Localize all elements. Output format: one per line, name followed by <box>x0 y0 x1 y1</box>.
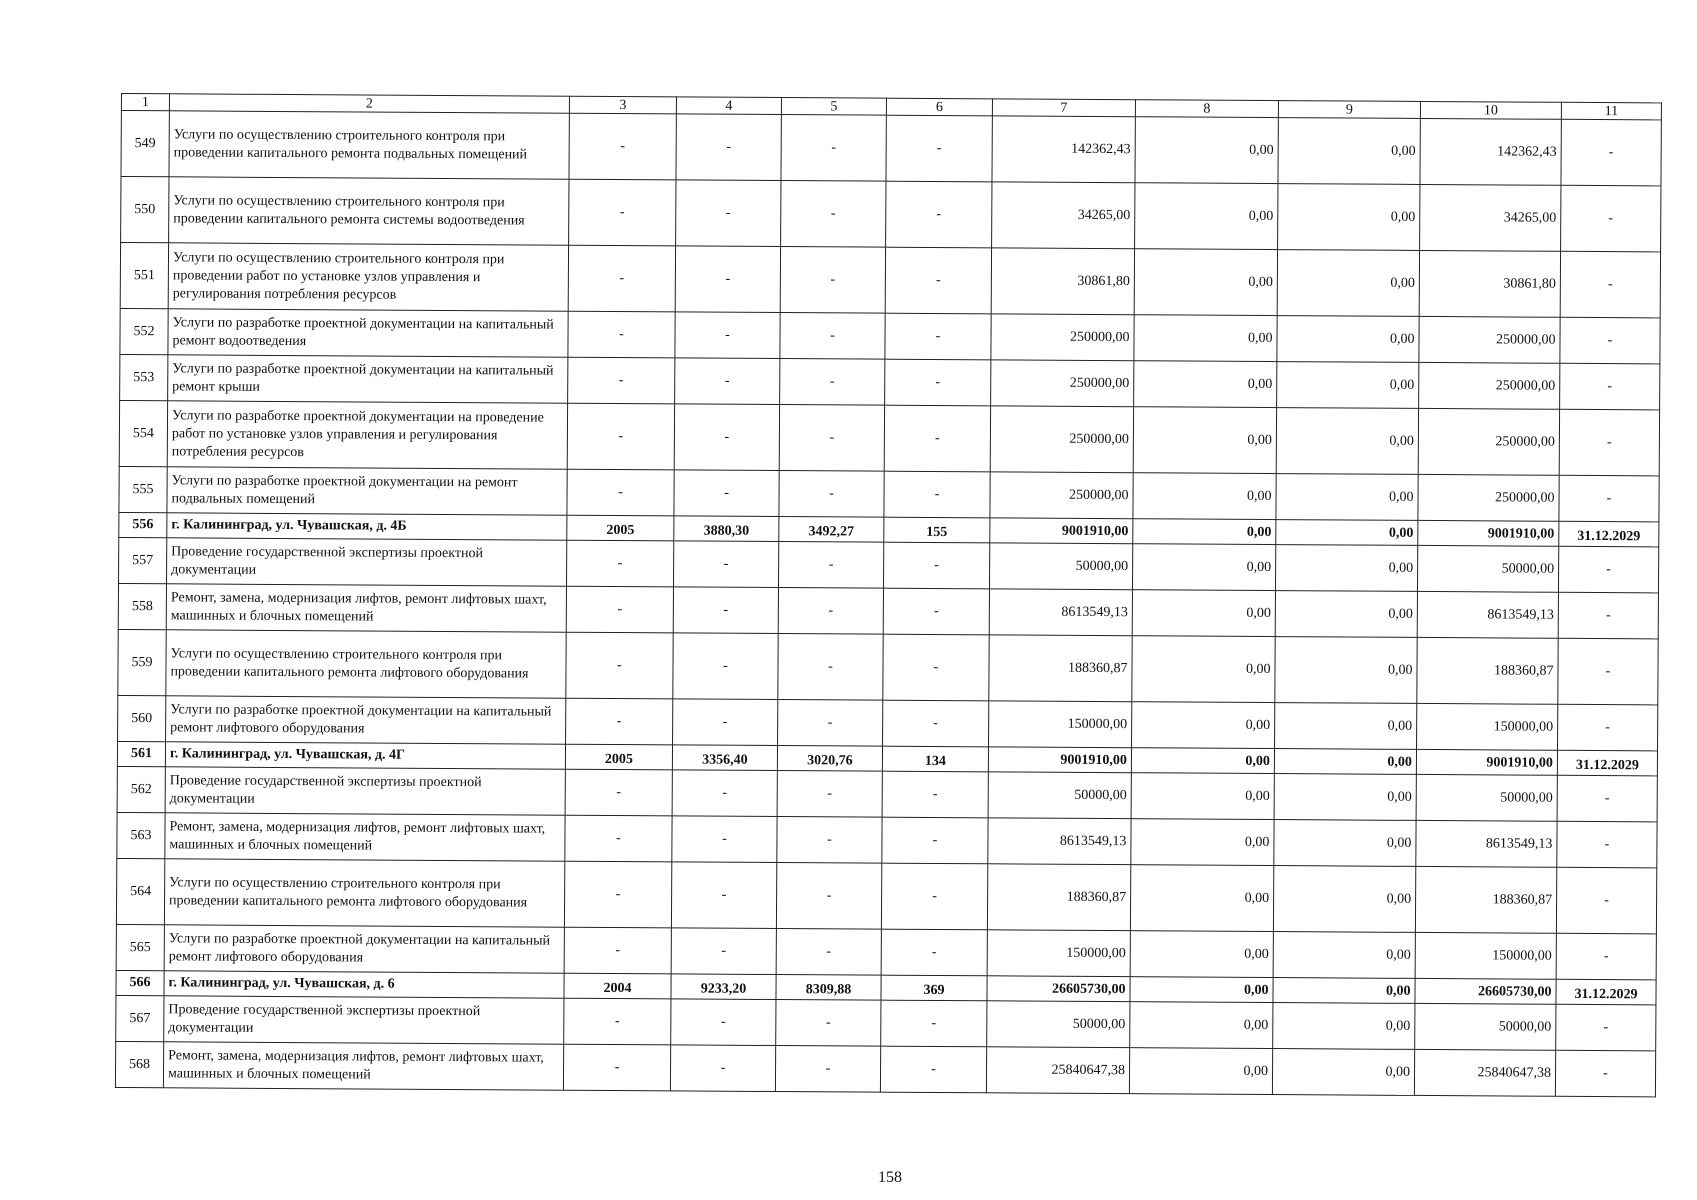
cost-total-cell: 50000,00 <box>987 1001 1130 1048</box>
cost-col8-cell: 0,00 <box>1132 636 1275 703</box>
cost-col8-cell: 0,00 <box>1129 1048 1272 1095</box>
row-number-cell: 568 <box>115 1041 163 1087</box>
residents-cell: - <box>882 817 988 864</box>
residents-cell: - <box>885 359 991 406</box>
cost-col8-cell: 0,00 <box>1134 249 1277 316</box>
row-number-cell: 563 <box>117 812 165 858</box>
cost-col10-cell: 34265,00 <box>1420 184 1561 251</box>
deadline-cell: 31.12.2029 <box>1559 521 1659 547</box>
residents-cell: - <box>885 313 991 360</box>
row-number-cell: 564 <box>116 858 164 924</box>
column-header: 6 <box>886 98 992 116</box>
residents-cell: - <box>881 863 987 930</box>
item-name-cell: Услуги по осуществлению строительного контроля при проведении капитального ремонта лифтового оборудования <box>166 630 566 698</box>
cost-col10-cell: 8613549,13 <box>1417 591 1558 638</box>
cost-total-cell: 9001910,00 <box>988 747 1131 773</box>
column-header: 10 <box>1420 101 1561 119</box>
cost-col9-cell: 0,00 <box>1275 591 1417 638</box>
living-area-cell: - <box>781 181 886 248</box>
item-name-cell: Ремонт, замена, модернизация лифтов, ремонт лифтовых шахт, машинных и блочных помещений <box>165 813 565 861</box>
living-area-cell: - <box>776 929 881 976</box>
item-name-cell: Проведение государственной экспертизы проектной документации <box>167 538 567 586</box>
cost-total-cell: 250000,00 <box>991 360 1134 407</box>
cost-col9-cell: 0,00 <box>1276 408 1418 475</box>
year-cell: - <box>568 357 675 404</box>
residents-cell: - <box>886 181 992 248</box>
deadline-cell: - <box>1561 119 1661 186</box>
total-area-cell: - <box>671 862 776 929</box>
cost-col9-cell: 0,00 <box>1274 820 1416 867</box>
item-name-cell: Услуги по осуществлению строительного контроля при проведении капитального ремонта подвальных помещений <box>169 111 569 179</box>
cost-total-cell: 250000,00 <box>990 472 1133 519</box>
column-header: 4 <box>676 97 781 115</box>
column-header: 5 <box>781 98 886 116</box>
column-header: 3 <box>569 96 676 114</box>
total-area-cell: - <box>674 470 779 517</box>
cost-col10-cell: 250000,00 <box>1418 474 1559 521</box>
cost-col10-cell: 9001910,00 <box>1416 749 1557 775</box>
residents-cell: - <box>880 1046 986 1093</box>
item-name-cell: г. Калининград, ул. Чувашская, д. 6 <box>164 971 564 998</box>
residents-cell: - <box>882 771 988 818</box>
deadline-cell: 31.12.2029 <box>1556 979 1656 1005</box>
item-name-cell: Услуги по разработке проектной документации на ремонт подвальных помещений <box>167 467 567 515</box>
cost-col8-cell: 0,00 <box>1133 407 1276 474</box>
total-area-cell: - <box>675 312 780 359</box>
year-cell: - <box>566 698 673 745</box>
item-name-cell: Услуги по осуществлению строительного контроля при проведении работ по установке узлов управления и регулирования потребления ресурсов <box>168 243 568 311</box>
year-cell: - <box>566 540 673 587</box>
year-cell: - <box>568 311 675 358</box>
residents-cell: - <box>884 471 990 518</box>
residents-cell: - <box>884 405 990 472</box>
item-name-cell: Проведение государственной экспертизы проектной документации <box>165 767 565 815</box>
cost-col10-cell: 8613549,13 <box>1416 820 1557 867</box>
total-area-cell: - <box>673 541 778 588</box>
row-number-cell: 553 <box>120 354 168 400</box>
row-number-cell: 558 <box>118 583 166 629</box>
year-cell: - <box>563 1044 670 1091</box>
column-header: 11 <box>1561 102 1661 120</box>
deadline-cell: - <box>1556 933 1656 980</box>
table-row <box>118 629 1658 704</box>
living-area-cell: - <box>775 1046 880 1093</box>
row-number-cell: 551 <box>120 243 168 309</box>
residents-cell: - <box>883 700 989 747</box>
cost-col8-cell: 0,00 <box>1130 865 1273 932</box>
cost-total-cell: 250000,00 <box>991 314 1134 361</box>
cost-col10-cell: 50000,00 <box>1415 1003 1556 1050</box>
table-row <box>119 400 1659 475</box>
item-name-cell: г. Калининград, ул. Чувашская, д. 4Б <box>167 513 567 540</box>
cost-total-cell: 188360,87 <box>989 635 1132 702</box>
cost-col9-cell: 0,00 <box>1273 866 1415 933</box>
cost-total-cell: 250000,00 <box>990 406 1133 473</box>
row-number-cell: 554 <box>119 400 167 466</box>
cost-col9-cell: 0,00 <box>1275 545 1417 592</box>
row-number-cell: 549 <box>121 111 169 177</box>
table-row <box>121 111 1661 186</box>
table-row <box>120 243 1660 318</box>
cost-col8-cell: 0,00 <box>1130 1002 1273 1049</box>
deadline-cell: - <box>1558 638 1658 705</box>
cost-total-cell: 142362,43 <box>992 116 1135 183</box>
living-area-cell: - <box>779 405 884 472</box>
cost-total-cell: 26605730,00 <box>987 976 1130 1002</box>
cost-col8-cell: 0,00 <box>1132 544 1275 591</box>
cost-col10-cell: 9001910,00 <box>1418 520 1559 546</box>
cost-col10-cell: 188360,87 <box>1415 866 1556 933</box>
residents-cell: - <box>881 929 987 976</box>
cost-col10-cell: 250000,00 <box>1419 316 1560 363</box>
deadline-cell: - <box>1557 821 1657 868</box>
cost-total-cell: 30861,80 <box>991 248 1134 315</box>
total-area-cell: - <box>670 1045 775 1092</box>
living-area-cell: - <box>778 542 883 589</box>
residents-cell: - <box>886 115 992 182</box>
item-name-cell: Услуги по разработке проектной документации на капитальный ремонт лифтового оборудования <box>164 925 564 973</box>
column-header: 7 <box>992 99 1135 117</box>
row-number-cell: 560 <box>118 695 166 741</box>
total-area-cell: - <box>672 770 777 817</box>
living-area-cell: - <box>780 359 885 406</box>
item-name-cell: Проведение государственной экспертизы проектной документации <box>164 996 564 1044</box>
residents-cell: - <box>885 247 991 314</box>
cost-col9-cell: 0,00 <box>1277 250 1419 317</box>
year-cell: - <box>565 815 672 862</box>
cost-col9-cell: 0,00 <box>1276 474 1418 521</box>
total-area-cell: - <box>671 928 776 975</box>
table-row <box>115 1041 1655 1096</box>
cost-total-cell: 50000,00 <box>988 772 1131 819</box>
cost-col9-cell: 0,00 <box>1273 932 1415 979</box>
year-cell: - <box>565 769 672 816</box>
cost-col9-cell: 0,00 <box>1277 316 1419 363</box>
cost-col10-cell: 50000,00 <box>1416 774 1557 821</box>
cost-col9-cell: 0,00 <box>1273 1003 1415 1050</box>
row-number-cell: 567 <box>116 995 164 1041</box>
year-cell: - <box>569 179 676 246</box>
cost-col10-cell: 142362,43 <box>1420 118 1561 185</box>
column-header: 2 <box>169 94 569 113</box>
total-area-cell: 9233,20 <box>671 974 776 1000</box>
cost-col10-cell: 26605730,00 <box>1415 978 1556 1004</box>
total-area-cell: - <box>676 114 781 181</box>
cost-col9-cell: 0,00 <box>1278 184 1420 251</box>
year-cell: - <box>564 927 671 974</box>
cost-total-cell: 188360,87 <box>987 864 1130 931</box>
year-cell: - <box>564 861 671 928</box>
item-name-cell: Услуги по разработке проектной документации на капитальный ремонт крыши <box>168 355 568 403</box>
deadline-cell: - <box>1560 251 1660 318</box>
deadline-cell: 31.12.2029 <box>1557 750 1657 776</box>
year-cell: - <box>567 469 674 516</box>
living-area-cell: - <box>780 247 885 314</box>
cost-col8-cell: 0,00 <box>1134 315 1277 362</box>
deadline-cell: - <box>1558 592 1658 639</box>
cost-col8-cell: 0,00 <box>1131 819 1274 866</box>
year-cell: - <box>567 403 674 470</box>
living-area-cell: - <box>776 1000 881 1047</box>
cost-col9-cell: 0,00 <box>1274 749 1416 775</box>
residents-cell: - <box>883 634 989 701</box>
deadline-cell: - <box>1557 775 1657 822</box>
living-area-cell: - <box>776 863 881 930</box>
residents-cell: 155 <box>884 517 990 543</box>
cost-col8-cell: 0,00 <box>1130 977 1273 1003</box>
total-area-cell: - <box>676 180 781 247</box>
item-name-cell: Услуги по разработке проектной документации на капитальный ремонт водоотведения <box>168 309 568 357</box>
deadline-cell: - <box>1555 1050 1655 1097</box>
year-cell: - <box>566 586 673 633</box>
row-number-cell: 550 <box>121 177 169 243</box>
item-name-cell: Услуги по осуществлению строительного контроля при проведении капитального ремонта лифтового оборудования <box>164 859 564 927</box>
cost-total-cell: 8613549,13 <box>988 818 1131 865</box>
residents-cell: - <box>881 1000 987 1047</box>
cost-total-cell: 150000,00 <box>989 701 1132 748</box>
deadline-cell: - <box>1558 546 1658 593</box>
cost-total-cell: 50000,00 <box>989 543 1132 590</box>
cost-col9-cell: 0,00 <box>1276 520 1418 546</box>
item-name-cell: Услуги по разработке проектной документации на капитальный ремонт лифтового оборудования <box>166 696 566 744</box>
living-area-cell: - <box>777 771 882 818</box>
total-area-cell: - <box>675 246 780 313</box>
cost-col10-cell: 150000,00 <box>1417 703 1558 750</box>
cost-col10-cell: 25840647,38 <box>1414 1049 1555 1096</box>
table-row <box>116 858 1656 933</box>
total-area-cell: - <box>674 404 779 471</box>
cost-total-cell: 25840647,38 <box>986 1047 1129 1094</box>
cost-col10-cell: 250000,00 <box>1418 408 1559 475</box>
cost-total-cell: 9001910,00 <box>990 518 1133 544</box>
living-area-cell: - <box>779 471 884 518</box>
cost-col10-cell: 150000,00 <box>1415 932 1556 979</box>
column-header: 1 <box>121 94 169 111</box>
cost-col9-cell: 0,00 <box>1275 703 1417 750</box>
year-cell: - <box>568 245 675 312</box>
living-area-cell: - <box>780 313 885 360</box>
residents-cell: 369 <box>881 975 987 1001</box>
deadline-cell: - <box>1556 867 1656 934</box>
deadline-cell: - <box>1560 363 1660 410</box>
cost-col8-cell: 0,00 <box>1135 183 1278 250</box>
living-area-cell: - <box>777 817 882 864</box>
deadline-cell: - <box>1561 185 1661 252</box>
cost-total-cell: 150000,00 <box>987 930 1130 977</box>
year-cell: - <box>569 113 676 180</box>
cost-col9-cell: 0,00 <box>1274 774 1416 821</box>
living-area-cell: 3020,76 <box>777 746 882 772</box>
total-area-cell: - <box>675 358 780 405</box>
total-area-cell: - <box>673 587 778 634</box>
row-number-cell: 562 <box>117 766 165 812</box>
table-row <box>121 177 1661 252</box>
total-area-cell: 3356,40 <box>672 745 777 771</box>
year-cell: - <box>564 998 671 1045</box>
deadline-cell: - <box>1560 317 1660 364</box>
cost-col8-cell: 0,00 <box>1131 773 1274 820</box>
item-name-cell: Услуги по осуществлению строительного контроля при проведении капитального ремонта системы водоотведения <box>169 177 569 245</box>
cost-total-cell: 8613549,13 <box>989 589 1132 636</box>
item-name-cell: г. Калининград, ул. Чувашская, д. 4Г <box>165 742 565 769</box>
living-area-cell: - <box>778 700 883 747</box>
cost-col9-cell: 0,00 <box>1273 978 1415 1004</box>
total-area-cell: - <box>673 633 778 700</box>
deadline-cell: - <box>1556 1004 1656 1051</box>
row-number-cell: 555 <box>119 466 167 512</box>
cost-col9-cell: 0,00 <box>1275 637 1417 704</box>
total-area-cell: 3880,30 <box>674 516 779 542</box>
living-area-cell: - <box>778 588 883 635</box>
year-cell: - <box>566 632 673 699</box>
capital-repair-table <box>115 93 1662 1097</box>
column-header: 9 <box>1278 101 1420 119</box>
item-name-cell: Ремонт, замена, модернизация лифтов, ремонт лифтовых шахт, машинных и блочных помещений <box>163 1042 563 1090</box>
living-area-cell: 3492,27 <box>779 517 884 543</box>
cost-col10-cell: 30861,80 <box>1419 250 1560 317</box>
year-cell: 2004 <box>564 973 671 999</box>
cost-col9-cell: 0,00 <box>1278 118 1420 185</box>
cost-col10-cell: 188360,87 <box>1417 637 1558 704</box>
deadline-cell: - <box>1558 704 1658 751</box>
year-cell: 2005 <box>567 515 674 541</box>
table-body <box>115 111 1661 1097</box>
cost-col8-cell: 0,00 <box>1135 117 1278 184</box>
cost-col8-cell: 0,00 <box>1134 361 1277 408</box>
row-number-cell: 557 <box>119 537 167 583</box>
cost-col8-cell: 0,00 <box>1132 590 1275 637</box>
cost-col10-cell: 50000,00 <box>1417 545 1558 592</box>
total-area-cell: - <box>673 699 778 746</box>
deadline-cell: - <box>1559 475 1659 522</box>
column-header: 8 <box>1135 100 1278 118</box>
living-area-cell: 8309,88 <box>776 975 881 1001</box>
residents-cell: 134 <box>882 746 988 772</box>
cost-col8-cell: 0,00 <box>1130 931 1273 978</box>
residents-cell: - <box>883 542 989 589</box>
item-name-cell: Услуги по разработке проектной документации на проведение работ по установке узлов управления и регулирования потребления ресурсов <box>167 401 567 469</box>
item-name-cell: Ремонт, замена, модернизация лифтов, ремонт лифтовых шахт, машинных и блочных помещений <box>166 584 566 632</box>
cost-col8-cell: 0,00 <box>1133 473 1276 520</box>
residents-cell: - <box>883 588 989 635</box>
cost-col8-cell: 0,00 <box>1132 702 1275 749</box>
row-number-cell: 566 <box>116 970 164 995</box>
year-cell: 2005 <box>565 744 672 770</box>
deadline-cell: - <box>1559 409 1659 476</box>
cost-col8-cell: 0,00 <box>1133 519 1276 545</box>
cost-col10-cell: 250000,00 <box>1419 362 1560 409</box>
living-area-cell: - <box>778 634 883 701</box>
row-number-cell: 565 <box>116 924 164 970</box>
total-area-cell: - <box>671 999 776 1046</box>
row-number-cell: 559 <box>118 629 166 695</box>
row-number-cell: 556 <box>119 512 167 537</box>
cost-col9-cell: 0,00 <box>1272 1049 1414 1096</box>
cost-col9-cell: 0,00 <box>1277 362 1419 409</box>
living-area-cell: - <box>781 115 886 182</box>
row-number-cell: 552 <box>120 308 168 354</box>
total-area-cell: - <box>672 816 777 863</box>
cost-total-cell: 34265,00 <box>992 182 1135 249</box>
page-number: 158 <box>878 1169 902 1186</box>
document-sheet <box>115 93 1661 1097</box>
cost-col8-cell: 0,00 <box>1131 748 1274 774</box>
row-number-cell: 561 <box>117 741 165 766</box>
